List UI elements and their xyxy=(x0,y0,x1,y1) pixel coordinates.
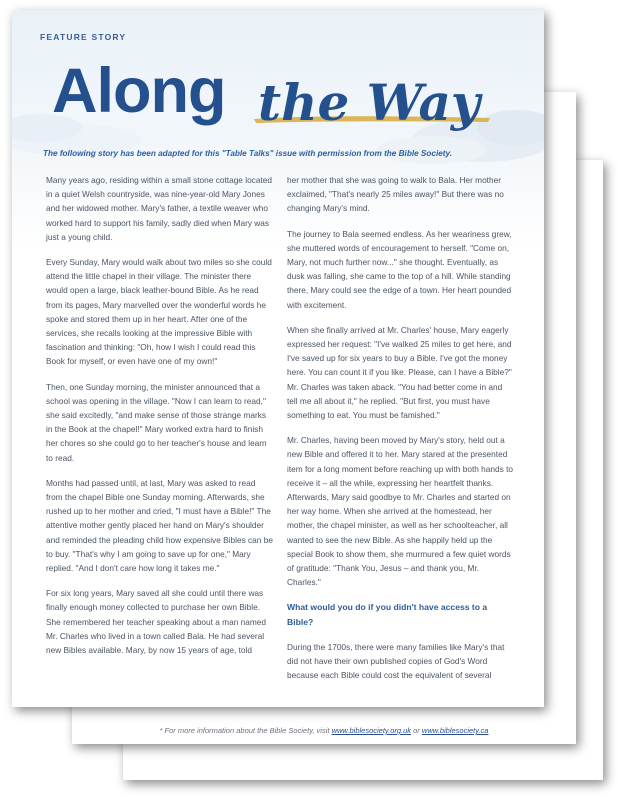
front-page-sheet xyxy=(12,10,544,707)
story-paragraph: The journey to Bala seemed endless. As her weariness grew, she muttered words of encouragement to herself. "Come on, Mary, not much further now..." she thought. Eventually, as dusk was falling, she came to the top of a hill. While standing there, Mary could see the edge of a town. Her heart pounded with excitement. xyxy=(287,228,512,310)
footnote xyxy=(72,726,576,735)
left-column xyxy=(46,173,274,668)
story-paragraph: Mr. Charles, having been moved by Mary's story, held out a new Bible and offered it to her. Mary stared at the presented item for a long moment before reaching up with both hands to receive it – all the while, expressing her heartfelt thanks. Afterwards, Mary said goodbye to Mr. Charles and started on her way home. When she arrived at the homestead, her mother, the chapel minister, as well as her schoolteacher, all wanted to see the new Bible. As she happily held up the special Book to show them, she murmured a few quiet words of gratitude: "Thank You, Jesus – and thank you, Mr. Charles." xyxy=(287,435,513,588)
footnote-prefix: * For more information about the Bible Society, visit xyxy=(159,726,330,735)
section-kicker: FEATURE STORY xyxy=(40,32,127,42)
section-subheading: What would you do if you didn't have access to a Bible? xyxy=(287,602,488,627)
story-paragraph: When she finally arrived at Mr. Charles' house, Mary eagerly expressed her request: "I've walked 25 miles to get here, and I've saved up for six years to buy a Bible. I've got the money here. You can count it if you like. Please, can I have a Bible?" Mr. Charles was taken aback. "You had better come in and tell me all about it," he replied. "But first, you must have something to eat. You must be famished." xyxy=(287,324,512,421)
biblesociety-ca-link[interactable]: www.biblesociety.ca xyxy=(421,726,489,735)
story-paragraph: For six long years, Mary saved all she could until there was finally enough money collected to purchase her own Bible. She remembered her teacher speaking about a man named Mr. Charles who lived in a town called Bala. He had several new Bibles available. Mary, by now 15 years of age, told xyxy=(46,588,267,656)
title-the-way: the Way xyxy=(258,73,480,132)
story-paragraph: Many years ago, residing within a small stone cottage located in a quiet Welsh countryside, was nine-year-old Mary Jones and her widowed mother. Mary's father, a textile weaver who worked hard to support his family, sadly died when Mary was just a young child. xyxy=(46,175,272,242)
right-column xyxy=(287,173,515,694)
story-paragraph: Every Sunday, Mary would walk about two miles so she could attend the little chapel in their village. The minister there would open a large, black leather-bound Bible. As he read from its pages, Mary marvelled over the wonderful words he spoke and stored them up in her heart. After one of the services, she recalls looking at the impressive Bible with fascination and thinking: "Oh, how I wish I could read this Book for myself, or even have one of my own!" xyxy=(46,257,272,367)
title-along: Along xyxy=(52,56,226,126)
intro-note: The following story has been adapted for this "Table Talks" issue with permission from the Bible Society. xyxy=(43,149,453,158)
biblesociety-uk-link[interactable]: www.biblesociety.org.uk xyxy=(331,726,412,735)
story-paragraph: Then, one Sunday morning, the minister announced that a school was opening in the village. "Now I can learn to read," she said excitedly, "and make sense of those strange marks in the Book at the chapel!" Mary worked extra hard to finish her chores so she could go to her teacher's house and learn to read. xyxy=(46,381,267,463)
story-paragraph: During the 1700s, there were many families like Mary's that did not have their own published copies of God's Word because each Bible could cost the equivalent of several xyxy=(287,641,505,681)
story-paragraph: her mother that she was going to walk to Bala. Her mother exclaimed, "That's nearly 25 miles away!" But there was no changing Mary's mind. xyxy=(287,175,504,214)
footnote-or: or xyxy=(413,726,420,735)
story-paragraph: Months had passed until, at last, Mary was asked to read from the chapel Bible one Sunday morning. Afterwards, she rushed up to her mother and cried, "I must have a Bible!" The attentive mother gently placed her hand on Mary's shoulder and reminded the pleading child how expensive Bibles can be to buy. "That's why I am going to save up for one," Mary replied. "And I don't care how long it takes me." xyxy=(46,477,273,574)
